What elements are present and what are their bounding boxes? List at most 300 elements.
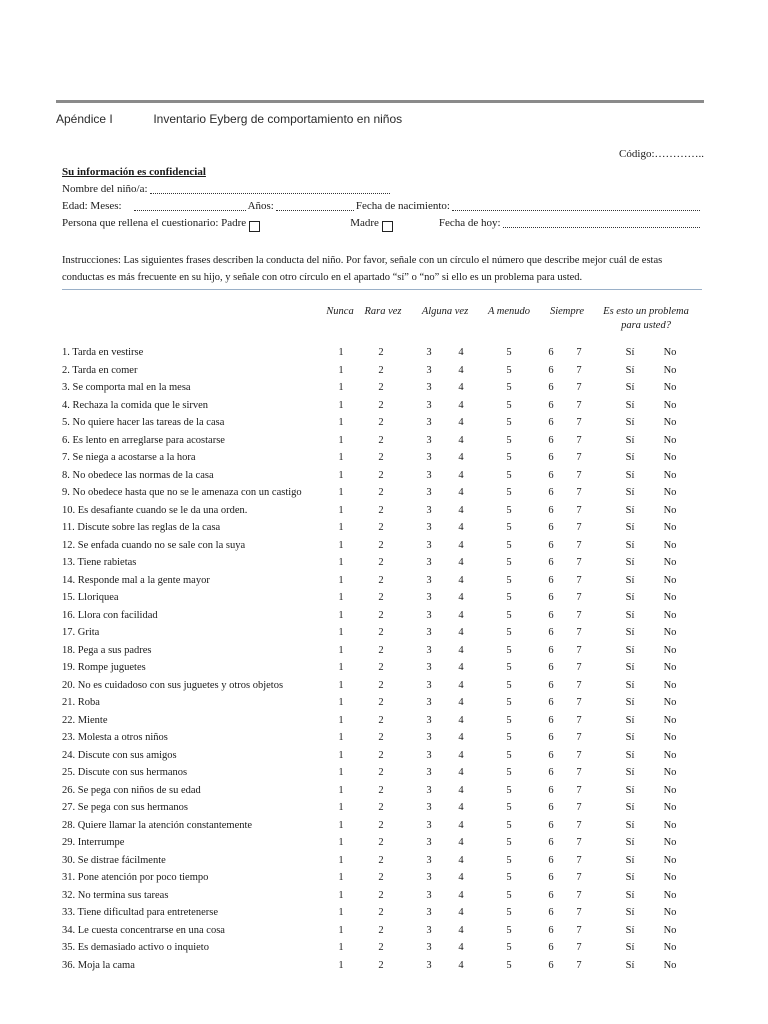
scale-option-4[interactable]: 4 [458,872,464,883]
scale-option-3[interactable]: 3 [426,382,432,393]
scale-option-1[interactable]: 1 [338,679,344,691]
scale-option-4[interactable]: 4 [458,767,464,778]
scale-option-3[interactable]: 3 [426,907,432,918]
scale-option-2[interactable]: 2 [378,364,384,376]
scale-option-6[interactable]: 6 [548,487,554,498]
scale-option-5[interactable]: 5 [506,872,512,883]
scale-option-7[interactable]: 7 [576,924,582,936]
scale-option-3[interactable]: 3 [426,557,432,568]
scale-option-2[interactable]: 2 [378,837,384,848]
scale-option-5[interactable]: 5 [506,644,512,656]
scale-option-6[interactable]: 6 [548,854,554,866]
scale-option-1[interactable]: 1 [338,802,344,813]
scale-option-7[interactable]: 7 [576,434,582,446]
scale-option-1[interactable]: 1 [338,609,344,621]
scale-option-4[interactable]: 4 [458,469,464,481]
scale-option-3[interactable]: 3 [426,399,432,411]
yes-option[interactable]: Sí [625,434,635,446]
scale-option-5[interactable]: 5 [506,802,512,813]
yes-option[interactable]: Sí [625,679,635,691]
scale-option-4[interactable]: 4 [458,434,464,446]
scale-option-5[interactable]: 5 [506,767,512,778]
scale-option-4[interactable]: 4 [458,399,464,411]
scale-option-4[interactable]: 4 [458,924,464,936]
scale-option-2[interactable]: 2 [378,924,384,936]
scale-option-3[interactable]: 3 [426,592,432,603]
scale-option-7[interactable]: 7 [576,504,582,516]
scale-option-3[interactable]: 3 [426,942,432,953]
scale-option-6[interactable]: 6 [548,714,554,726]
no-option[interactable]: No [663,504,677,516]
scale-option-7[interactable]: 7 [576,452,582,463]
no-option[interactable]: No [663,522,677,533]
scale-option-6[interactable]: 6 [548,364,554,376]
scale-option-2[interactable]: 2 [378,539,384,551]
yes-option[interactable]: Sí [625,697,635,708]
scale-option-1[interactable]: 1 [338,662,344,673]
no-option[interactable]: No [663,907,677,918]
yes-option[interactable]: Sí [625,872,635,883]
scale-option-1[interactable]: 1 [338,504,344,516]
scale-option-4[interactable]: 4 [458,732,464,743]
scale-option-5[interactable]: 5 [506,627,512,638]
scale-option-7[interactable]: 7 [576,959,582,971]
scale-option-5[interactable]: 5 [506,539,512,551]
no-option[interactable]: No [663,469,677,481]
scale-option-6[interactable]: 6 [548,574,554,586]
scale-option-2[interactable]: 2 [378,522,384,533]
yes-option[interactable]: Sí [625,644,635,656]
scale-option-7[interactable]: 7 [576,347,582,358]
scale-option-3[interactable]: 3 [426,662,432,673]
yes-option[interactable]: Sí [625,662,635,673]
scale-option-4[interactable]: 4 [458,889,464,901]
yes-option[interactable]: Sí [625,539,635,551]
scale-option-6[interactable]: 6 [548,382,554,393]
scale-option-5[interactable]: 5 [506,382,512,393]
no-option[interactable]: No [663,872,677,883]
scale-option-6[interactable]: 6 [548,924,554,936]
scale-option-1[interactable]: 1 [338,522,344,533]
no-option[interactable]: No [663,924,677,936]
yes-option[interactable]: Sí [625,889,635,901]
scale-option-2[interactable]: 2 [378,434,384,446]
scale-option-4[interactable]: 4 [458,644,464,656]
scale-option-5[interactable]: 5 [506,487,512,498]
scale-option-7[interactable]: 7 [576,889,582,901]
yes-option[interactable]: Sí [625,469,635,481]
scale-option-4[interactable]: 4 [458,382,464,393]
scale-option-1[interactable]: 1 [338,557,344,568]
scale-option-1[interactable]: 1 [338,417,344,428]
scale-option-4[interactable]: 4 [458,749,464,761]
scale-option-7[interactable]: 7 [576,609,582,621]
no-option[interactable]: No [663,417,677,428]
scale-option-3[interactable]: 3 [426,924,432,936]
yes-option[interactable]: Sí [625,522,635,533]
scale-option-4[interactable]: 4 [458,627,464,638]
scale-option-5[interactable]: 5 [506,417,512,428]
no-option[interactable]: No [663,557,677,568]
scale-option-2[interactable]: 2 [378,907,384,918]
scale-option-5[interactable]: 5 [506,399,512,411]
no-option[interactable]: No [663,732,677,743]
scale-option-7[interactable]: 7 [576,662,582,673]
scale-option-7[interactable]: 7 [576,697,582,708]
scale-option-2[interactable]: 2 [378,889,384,901]
scale-option-7[interactable]: 7 [576,364,582,376]
scale-option-5[interactable]: 5 [506,522,512,533]
scale-option-6[interactable]: 6 [548,417,554,428]
scale-option-7[interactable]: 7 [576,749,582,761]
no-option[interactable]: No [663,382,677,393]
no-option[interactable]: No [663,767,677,778]
scale-option-5[interactable]: 5 [506,609,512,621]
scale-option-3[interactable]: 3 [426,417,432,428]
no-option[interactable]: No [663,662,677,673]
scale-option-6[interactable]: 6 [548,784,554,796]
yes-option[interactable]: Sí [625,959,635,971]
scale-option-5[interactable]: 5 [506,749,512,761]
scale-option-2[interactable]: 2 [378,557,384,568]
scale-option-5[interactable]: 5 [506,924,512,936]
scale-option-4[interactable]: 4 [458,609,464,621]
scale-option-3[interactable]: 3 [426,504,432,516]
scale-option-2[interactable]: 2 [378,732,384,743]
no-option[interactable]: No [663,644,677,656]
child-name-field[interactable] [150,193,390,194]
scale-option-6[interactable]: 6 [548,609,554,621]
scale-option-7[interactable]: 7 [576,732,582,743]
scale-option-1[interactable]: 1 [338,574,344,586]
scale-option-4[interactable]: 4 [458,819,464,831]
scale-option-3[interactable]: 3 [426,749,432,761]
scale-option-1[interactable]: 1 [338,854,344,866]
no-option[interactable]: No [663,609,677,621]
scale-option-6[interactable]: 6 [548,697,554,708]
scale-option-6[interactable]: 6 [548,942,554,953]
scale-option-7[interactable]: 7 [576,872,582,883]
scale-option-6[interactable]: 6 [548,959,554,971]
scale-option-2[interactable]: 2 [378,609,384,621]
scale-option-7[interactable]: 7 [576,767,582,778]
scale-option-7[interactable]: 7 [576,539,582,551]
scale-option-3[interactable]: 3 [426,837,432,848]
scale-option-7[interactable]: 7 [576,592,582,603]
scale-option-7[interactable]: 7 [576,382,582,393]
scale-option-1[interactable]: 1 [338,907,344,918]
scale-option-2[interactable]: 2 [378,819,384,831]
yes-option[interactable]: Sí [625,557,635,568]
scale-option-5[interactable]: 5 [506,697,512,708]
no-option[interactable]: No [663,399,677,411]
scale-option-1[interactable]: 1 [338,767,344,778]
scale-option-2[interactable]: 2 [378,627,384,638]
scale-option-1[interactable]: 1 [338,627,344,638]
scale-option-3[interactable]: 3 [426,627,432,638]
scale-option-5[interactable]: 5 [506,679,512,691]
scale-option-6[interactable]: 6 [548,644,554,656]
scale-option-6[interactable]: 6 [548,557,554,568]
scale-option-6[interactable]: 6 [548,522,554,533]
scale-option-5[interactable]: 5 [506,907,512,918]
yes-option[interactable]: Sí [625,627,635,638]
scale-option-4[interactable]: 4 [458,487,464,498]
scale-option-6[interactable]: 6 [548,662,554,673]
scale-option-2[interactable]: 2 [378,417,384,428]
yes-option[interactable]: Sí [625,714,635,726]
scale-option-1[interactable]: 1 [338,784,344,796]
yes-option[interactable]: Sí [625,924,635,936]
scale-option-4[interactable]: 4 [458,662,464,673]
months-field[interactable] [134,210,246,211]
scale-option-2[interactable]: 2 [378,802,384,813]
yes-option[interactable]: Sí [625,487,635,498]
scale-option-6[interactable]: 6 [548,504,554,516]
scale-option-1[interactable]: 1 [338,382,344,393]
scale-option-5[interactable]: 5 [506,819,512,831]
scale-option-4[interactable]: 4 [458,942,464,953]
no-option[interactable]: No [663,784,677,796]
scale-option-5[interactable]: 5 [506,452,512,463]
scale-option-6[interactable]: 6 [548,399,554,411]
scale-option-6[interactable]: 6 [548,539,554,551]
scale-option-3[interactable]: 3 [426,697,432,708]
scale-option-6[interactable]: 6 [548,749,554,761]
scale-option-6[interactable]: 6 [548,592,554,603]
scale-option-4[interactable]: 4 [458,854,464,866]
scale-option-5[interactable]: 5 [506,732,512,743]
scale-option-2[interactable]: 2 [378,399,384,411]
scale-option-5[interactable]: 5 [506,662,512,673]
scale-option-3[interactable]: 3 [426,732,432,743]
yes-option[interactable]: Sí [625,347,635,358]
scale-option-1[interactable]: 1 [338,942,344,953]
scale-option-6[interactable]: 6 [548,889,554,901]
scale-option-7[interactable]: 7 [576,679,582,691]
father-checkbox[interactable] [249,221,260,232]
scale-option-5[interactable]: 5 [506,557,512,568]
scale-option-7[interactable]: 7 [576,399,582,411]
scale-option-4[interactable]: 4 [458,574,464,586]
scale-option-4[interactable]: 4 [458,837,464,848]
scale-option-6[interactable]: 6 [548,679,554,691]
scale-option-2[interactable]: 2 [378,959,384,971]
scale-option-4[interactable]: 4 [458,697,464,708]
no-option[interactable]: No [663,539,677,551]
scale-option-2[interactable]: 2 [378,347,384,358]
scale-option-3[interactable]: 3 [426,889,432,901]
no-option[interactable]: No [663,697,677,708]
scale-option-4[interactable]: 4 [458,452,464,463]
scale-option-2[interactable]: 2 [378,854,384,866]
scale-option-7[interactable]: 7 [576,574,582,586]
scale-option-2[interactable]: 2 [378,662,384,673]
scale-option-3[interactable]: 3 [426,452,432,463]
scale-option-3[interactable]: 3 [426,434,432,446]
scale-option-5[interactable]: 5 [506,592,512,603]
no-option[interactable]: No [663,959,677,971]
scale-option-2[interactable]: 2 [378,679,384,691]
yes-option[interactable]: Sí [625,592,635,603]
yes-option[interactable]: Sí [625,609,635,621]
no-option[interactable]: No [663,347,677,358]
scale-option-2[interactable]: 2 [378,767,384,778]
scale-option-1[interactable]: 1 [338,469,344,481]
scale-option-1[interactable]: 1 [338,452,344,463]
scale-option-6[interactable]: 6 [548,837,554,848]
scale-option-5[interactable]: 5 [506,942,512,953]
scale-option-1[interactable]: 1 [338,924,344,936]
scale-option-1[interactable]: 1 [338,749,344,761]
yes-option[interactable]: Sí [625,364,635,376]
scale-option-6[interactable]: 6 [548,802,554,813]
scale-option-7[interactable]: 7 [576,819,582,831]
scale-option-2[interactable]: 2 [378,382,384,393]
yes-option[interactable]: Sí [625,942,635,953]
scale-option-3[interactable]: 3 [426,522,432,533]
scale-option-3[interactable]: 3 [426,784,432,796]
scale-option-5[interactable]: 5 [506,714,512,726]
scale-option-4[interactable]: 4 [458,679,464,691]
no-option[interactable]: No [663,574,677,586]
no-option[interactable]: No [663,714,677,726]
scale-option-5[interactable]: 5 [506,347,512,358]
scale-option-7[interactable]: 7 [576,522,582,533]
scale-option-7[interactable]: 7 [576,942,582,953]
yes-option[interactable]: Sí [625,504,635,516]
no-option[interactable]: No [663,889,677,901]
scale-option-6[interactable]: 6 [548,767,554,778]
scale-option-2[interactable]: 2 [378,784,384,796]
yes-option[interactable]: Sí [625,574,635,586]
scale-option-4[interactable]: 4 [458,959,464,971]
code-field[interactable]: Código:………….. [619,148,704,160]
scale-option-2[interactable]: 2 [378,714,384,726]
scale-option-4[interactable]: 4 [458,714,464,726]
scale-option-1[interactable]: 1 [338,837,344,848]
scale-option-7[interactable]: 7 [576,714,582,726]
scale-option-5[interactable]: 5 [506,889,512,901]
scale-option-1[interactable]: 1 [338,539,344,551]
scale-option-2[interactable]: 2 [378,749,384,761]
scale-option-6[interactable]: 6 [548,907,554,918]
scale-option-6[interactable]: 6 [548,434,554,446]
yes-option[interactable]: Sí [625,399,635,411]
yes-option[interactable]: Sí [625,732,635,743]
scale-option-2[interactable]: 2 [378,574,384,586]
yes-option[interactable]: Sí [625,819,635,831]
scale-option-2[interactable]: 2 [378,872,384,883]
scale-option-6[interactable]: 6 [548,452,554,463]
scale-option-7[interactable]: 7 [576,417,582,428]
scale-option-1[interactable]: 1 [338,644,344,656]
scale-option-1[interactable]: 1 [338,399,344,411]
yes-option[interactable]: Sí [625,854,635,866]
no-option[interactable]: No [663,364,677,376]
scale-option-1[interactable]: 1 [338,959,344,971]
scale-option-1[interactable]: 1 [338,434,344,446]
scale-option-7[interactable]: 7 [576,627,582,638]
birth-date-field[interactable] [452,210,700,211]
scale-option-1[interactable]: 1 [338,714,344,726]
no-option[interactable]: No [663,627,677,638]
scale-option-7[interactable]: 7 [576,487,582,498]
mother-checkbox[interactable] [382,221,393,232]
scale-option-3[interactable]: 3 [426,802,432,813]
no-option[interactable]: No [663,679,677,691]
scale-option-6[interactable]: 6 [548,872,554,883]
no-option[interactable]: No [663,942,677,953]
scale-option-3[interactable]: 3 [426,609,432,621]
yes-option[interactable]: Sí [625,767,635,778]
scale-option-4[interactable]: 4 [458,539,464,551]
scale-option-2[interactable]: 2 [378,592,384,603]
scale-option-6[interactable]: 6 [548,819,554,831]
scale-option-2[interactable]: 2 [378,942,384,953]
no-option[interactable]: No [663,434,677,446]
scale-option-7[interactable]: 7 [576,469,582,481]
scale-option-3[interactable]: 3 [426,364,432,376]
scale-option-1[interactable]: 1 [338,487,344,498]
scale-option-1[interactable]: 1 [338,347,344,358]
years-field[interactable] [276,210,354,211]
yes-option[interactable]: Sí [625,907,635,918]
scale-option-2[interactable]: 2 [378,697,384,708]
scale-option-5[interactable]: 5 [506,784,512,796]
no-option[interactable]: No [663,802,677,813]
scale-option-7[interactable]: 7 [576,854,582,866]
scale-option-4[interactable]: 4 [458,907,464,918]
scale-option-2[interactable]: 2 [378,644,384,656]
yes-option[interactable]: Sí [625,802,635,813]
scale-option-1[interactable]: 1 [338,732,344,743]
yes-option[interactable]: Sí [625,382,635,393]
scale-option-3[interactable]: 3 [426,469,432,481]
no-option[interactable]: No [663,487,677,498]
scale-option-5[interactable]: 5 [506,959,512,971]
scale-option-5[interactable]: 5 [506,469,512,481]
scale-option-2[interactable]: 2 [378,452,384,463]
scale-option-3[interactable]: 3 [426,854,432,866]
scale-option-7[interactable]: 7 [576,907,582,918]
scale-option-4[interactable]: 4 [458,802,464,813]
scale-option-4[interactable]: 4 [458,557,464,568]
scale-option-1[interactable]: 1 [338,889,344,901]
scale-option-1[interactable]: 1 [338,819,344,831]
yes-option[interactable]: Sí [625,784,635,796]
scale-option-3[interactable]: 3 [426,487,432,498]
yes-option[interactable]: Sí [625,837,635,848]
scale-option-3[interactable]: 3 [426,679,432,691]
scale-option-6[interactable]: 6 [548,732,554,743]
scale-option-1[interactable]: 1 [338,364,344,376]
scale-option-5[interactable]: 5 [506,574,512,586]
scale-option-2[interactable]: 2 [378,504,384,516]
scale-option-3[interactable]: 3 [426,959,432,971]
no-option[interactable]: No [663,819,677,831]
no-option[interactable]: No [663,452,677,463]
no-option[interactable]: No [663,749,677,761]
scale-option-4[interactable]: 4 [458,417,464,428]
scale-option-5[interactable]: 5 [506,434,512,446]
scale-option-6[interactable]: 6 [548,627,554,638]
scale-option-3[interactable]: 3 [426,714,432,726]
scale-option-3[interactable]: 3 [426,767,432,778]
scale-option-1[interactable]: 1 [338,592,344,603]
scale-option-7[interactable]: 7 [576,557,582,568]
scale-option-4[interactable]: 4 [458,504,464,516]
